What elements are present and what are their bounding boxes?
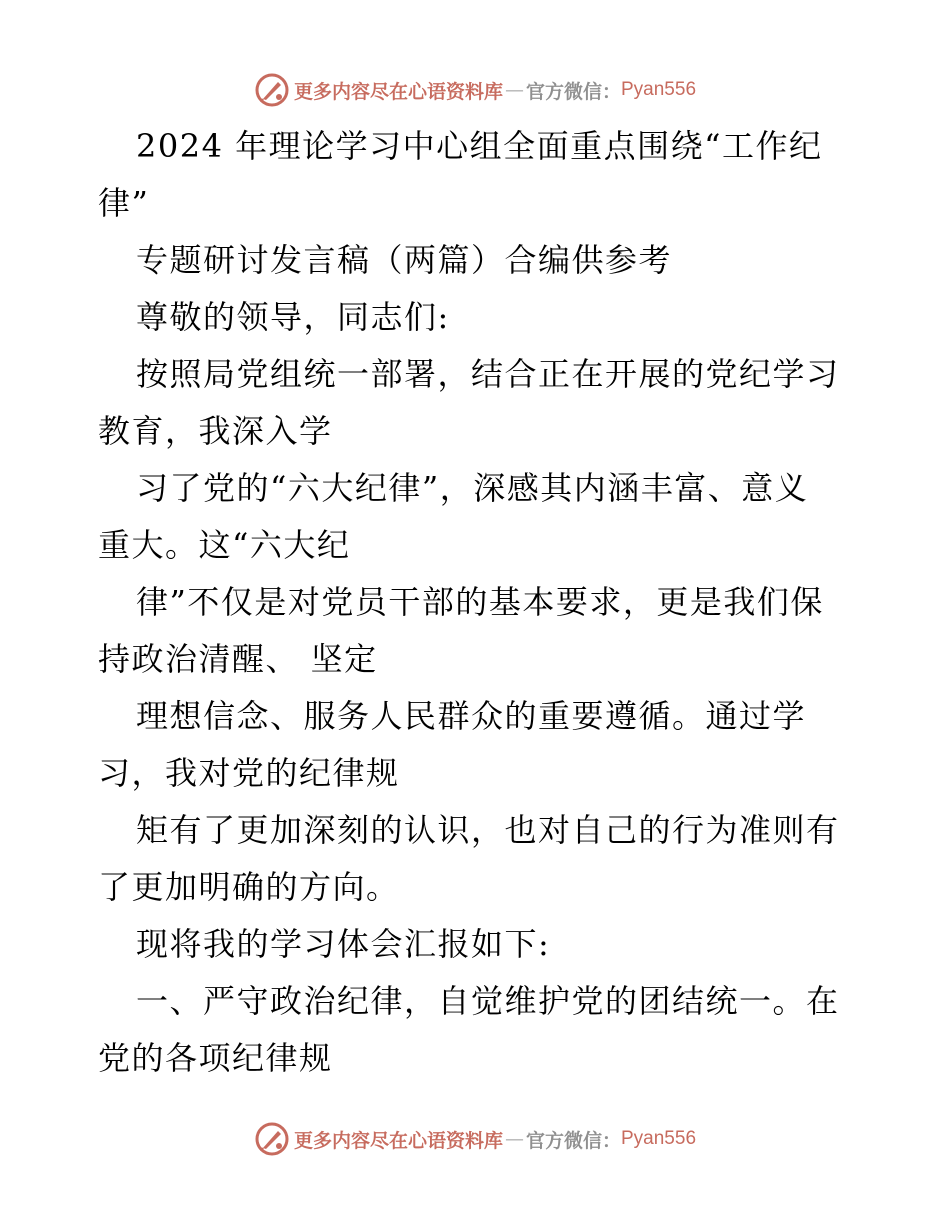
body-line: 矩有了更加深刻的认识，也对自己的行为准则有	[136, 811, 840, 849]
quill-pen-logo-icon	[254, 72, 290, 108]
subtitle-line: 专题研讨发言稿（两篇）合编供参考	[136, 241, 673, 279]
body-line: 律”不仅是对党员干部的基本要求，更是我们保	[136, 583, 824, 621]
watermark-account-id: Pyan556	[621, 1128, 697, 1149]
section-heading-line: 一、严守政治纪律，自觉维护党的团结统一。在	[136, 982, 840, 1020]
body-line: 持政治清醒、 坚定	[98, 640, 378, 678]
watermark-footer	[0, 1119, 950, 1159]
watermark-official-label: 官方微信：	[525, 80, 621, 103]
body-line: 教育，我深入学	[98, 412, 333, 450]
body-line: 按照局党组统一部署，结合正在开展的党纪学习	[136, 355, 840, 393]
title-line-2: 律”	[98, 184, 150, 222]
watermark-separator: —	[504, 79, 524, 101]
watermark-brand: 更多内容尽在心语资料库	[293, 1129, 503, 1152]
document-body	[98, 118, 858, 1087]
body-line: 现将我的学习体会汇报如下:	[136, 925, 551, 963]
section-heading-line: 党的各项纪律规	[98, 1039, 333, 1077]
watermark-brand: 更多内容尽在心语资料库	[293, 80, 503, 103]
quill-pen-logo-icon	[254, 1121, 290, 1157]
title-line-1: 2024 年理论学习中心组全面重点围绕“工作纪	[136, 127, 823, 165]
watermark-official-label: 官方微信：	[525, 1129, 621, 1152]
watermark-separator: —	[504, 1128, 524, 1150]
body-line: 了更加明确的方向。	[98, 868, 400, 906]
watermark-account-id: Pyan556	[621, 79, 697, 100]
body-line: 习了党的“六大纪律”，深感其内涵丰富、意义	[136, 469, 809, 507]
watermark-header	[0, 70, 950, 110]
body-line: 重大。这“六大纪	[98, 526, 351, 564]
body-line: 理想信念、服务人民群众的重要遵循。通过学	[136, 697, 807, 735]
salutation-line: 尊敬的领导，同志们:	[136, 298, 450, 336]
body-line: 习，我对党的纪律规	[98, 754, 400, 792]
